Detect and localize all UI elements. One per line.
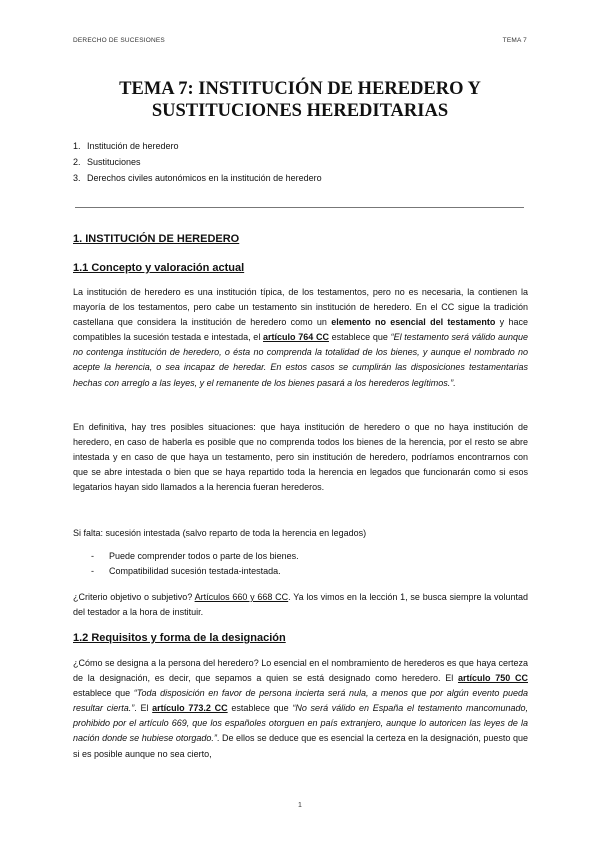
article-reference: artículo 764 CC xyxy=(263,332,329,343)
document-title xyxy=(60,78,540,122)
paragraph: La institución de heredero es una institución típica, de los testamentos, pero no es necesaria, la contienen la mayoría de los testamentos, pero cabe un testamento sin institución de heredero. En el CC sigue la tradición castellana que considera la institución de heredero como un elemento no esencial del testamento y hace compatibles la sucesión testada e intestada, el artículo 764 CC establece que “El testamento será válido aunque no contenga institución de heredero, o ésta no comprenda la totalidad de los bienes, y aunque el nombrado no acepte la herencia, o sea incapaz de heredar. En estos casos se cumplirán las disposiciones testamentarias hechas con arreglo a las leyes, y el remanente de los bienes pasará a los herederos legítimos.”. xyxy=(73,287,528,388)
page-number: 1 xyxy=(298,802,302,809)
quoted-article: “Toda disposición en favor de persona incierta será nula, a menos que por algún evento pueda resultar cierta.” xyxy=(73,688,529,714)
table-of-contents xyxy=(73,138,322,186)
toc-item: 3. Derechos civiles autonómicos en la institución de heredero xyxy=(73,173,322,183)
title-line-2: SUSTITUCIONES HEREDITARIAS xyxy=(151,101,449,121)
paragraph: ¿Criterio objetivo o subjetivo? Artículos 660 y 668 CC. Ya los vimos en la lección 1, se busca siempre la voluntad del testador a la hora de instituir. xyxy=(73,592,529,618)
quoted-article: “El testamento será válido aunque no contenga institución de heredero, o ésta no comprenda la totalidad de los bienes, y aunque el nombrado no acepte la herencia, o sea incapaz de heredar. En estos casos se cumplirán las disposiciones testamentarias hechas con arreglo a las leyes, y el remanente de los bienes pasará a los herederos legítimos.”. xyxy=(73,332,528,388)
toc-item: 1. Institución de heredero xyxy=(73,141,179,151)
running-header-right: TEMA 7 xyxy=(502,37,527,44)
article-reference: artículo 750 CC xyxy=(457,673,528,684)
section-heading: 1. INSTITUCIÓN DE HEREDERO xyxy=(73,233,240,245)
paragraph: En definitiva, hay tres posibles situaciones: que haya institución de heredero o que no haya institución de heredero, en caso de haberla es posible que no comprenda todos los bienes de la herencia, por el resto se abre intestada y en caso de que haya un testamento, pero sin institución de heredero, podríamos encontrarnos con que se abre intestada o bien que se haya repartido toda la herencia en legados que funcionarán como si esos legatarios hayan sido llamados a la herencia fueran herederos. xyxy=(73,422,528,493)
bold-term: elemento no esencial del testamento xyxy=(331,317,496,328)
paragraph: ¿Cómo se designa a la persona del heredero? Lo esencial en el nombramiento de herederos es que haya certeza de la designación, es decir, que sepamos a quien se está designado como heredero. El artículo 750 CC establece que “Toda disposición en favor de persona incierta será nula, a menos que por algún evento pueda resultar cierta.”. El artículo 773.2 CC establece que “No será válido en España el testamento mancomunado, prohibido por el artículo 669, que los españoles otorguen en país extranjero, aunque lo autoricen las leyes de la nación donde se hubiese otorgado.”. De ellos se deduce que es esencial la certeza en la designación, puesto que si es posible aunque no sea cierto, xyxy=(73,658,529,759)
toc-item: 2. Sustituciones xyxy=(73,157,141,167)
list-item: - Puede comprender todos o parte de los bienes. xyxy=(91,551,299,561)
article-reference: artículo 773.2 CC xyxy=(152,703,228,714)
paragraph: Si falta: sucesión intestada (salvo reparto de toda la herencia en legados) xyxy=(73,528,367,538)
bullet-list xyxy=(91,549,299,579)
subsection-heading: 1.2 Requisitos y forma de la designación xyxy=(73,632,286,644)
article-reference: Artículos 660 y 668 CC xyxy=(194,592,289,602)
subsection-heading: 1.1 Concepto y valoración actual xyxy=(73,262,245,274)
section-divider xyxy=(75,207,524,208)
running-header-left: DERECHO DE SUCESIONES xyxy=(73,37,165,44)
quoted-article: “No será válido en España el testamento mancomunado, prohibido por el artículo 669, que los españoles otorguen en país extranjero, aunque lo autoricen las leyes de la nación donde se hubiese otorgado.” xyxy=(73,703,528,744)
list-item: - Compatibilidad sucesión testada-intestada. xyxy=(91,566,281,576)
title-line-1: TEMA 7: INSTITUCIÓN DE HEREDERO Y xyxy=(119,79,481,99)
